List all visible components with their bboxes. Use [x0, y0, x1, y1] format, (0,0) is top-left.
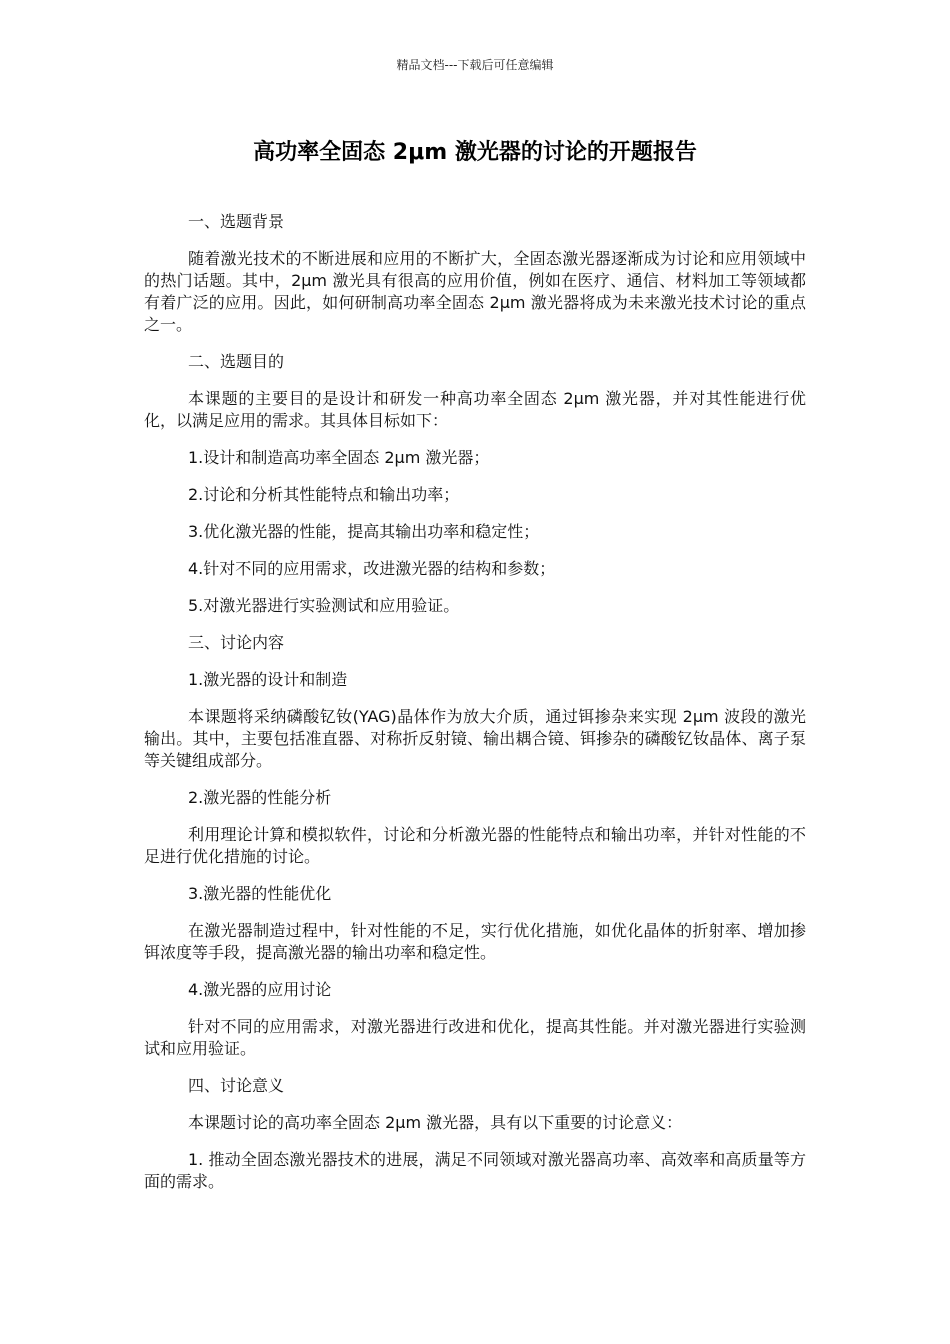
paragraph-design: 本课题将采纳磷酸钇钕(YAG)晶体作为放大介质，通过铒掺杂来实现 2μm 波段的激光输出。其中，主要包括准直器、对称折反射镜、输出耦合镜、铒掺杂的磷酸钇钕晶体、离子泵等关键组成部分。	[144, 707, 806, 770]
subheading-design: 1.激光器的设计和制造	[188, 670, 348, 689]
subheading-analysis: 2.激光器的性能分析	[188, 788, 332, 807]
goal-item-1: 1.设计和制造高功率全固态 2μm 激光器；	[188, 448, 490, 467]
document-title: 高功率全固态 2μm 激光器的讨论的开题报告	[253, 140, 697, 165]
header-note: 精品文档---下载后可任意编辑	[396, 58, 554, 72]
section-heading-content: 三、讨论内容	[188, 633, 285, 652]
paragraph-analysis: 利用理论计算和模拟软件，讨论和分析激光器的性能特点和输出功率，并针对性能的不足进行优化措施的讨论。	[144, 825, 806, 866]
goal-item-5: 5.对激光器进行实验测试和应用验证。	[188, 596, 460, 615]
subheading-optimization: 3.激光器的性能优化	[188, 884, 332, 903]
paragraph-background: 随着激光技术的不断进展和应用的不断扩大，全固态激光器逐渐成为讨论和应用领域中的热门话题。其中，2μm 激光具有很高的应用价值，例如在医疗、通信、材料加工等领域都有着广泛的应用。因此，如何研制高功率全固态 2μm 激光器将成为未来激光技术讨论的重点之一。	[144, 249, 806, 334]
goal-item-2: 2.讨论和分析其性能特点和输出功率；	[188, 485, 460, 504]
goal-item-4: 4.针对不同的应用需求，改进激光器的结构和参数；	[188, 559, 556, 578]
document-body	[144, 211, 806, 1208]
section-heading-significance: 四、讨论意义	[188, 1076, 285, 1095]
goal-item-3: 3.优化激光器的性能，提高其输出功率和稳定性；	[188, 522, 540, 541]
paragraph-application: 针对不同的应用需求，对激光器进行改进和优化，提高其性能。并对激光器进行实验测试和应用验证。	[144, 1017, 806, 1058]
paragraph-significance: 本课题讨论的高功率全固态 2μm 激光器，具有以下重要的讨论意义：	[188, 1113, 683, 1132]
significance-item-1: 1. 推动全固态激光器技术的进展，满足不同领域对激光器高功率、高效率和高质量等方面的需求。	[144, 1150, 806, 1191]
section-heading-purpose: 二、选题目的	[188, 352, 285, 371]
subheading-application: 4.激光器的应用讨论	[188, 980, 332, 999]
paragraph-optimization: 在激光器制造过程中，针对性能的不足，实行优化措施，如优化晶体的折射率、增加掺铒浓度等手段，提高激光器的输出功率和稳定性。	[144, 921, 806, 962]
paragraph-purpose: 本课题的主要目的是设计和研发一种高功率全固态 2μm 激光器，并对其性能进行优化，以满足应用的需求。其具体目标如下：	[144, 389, 806, 430]
section-heading-background: 一、选题背景	[188, 212, 285, 231]
